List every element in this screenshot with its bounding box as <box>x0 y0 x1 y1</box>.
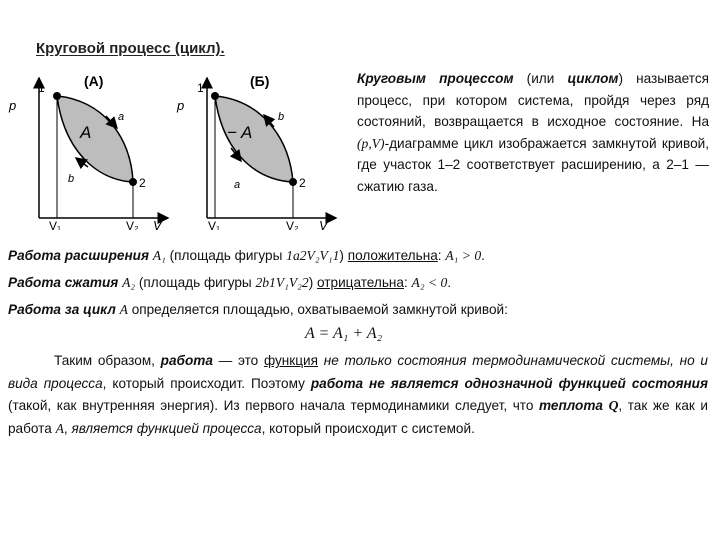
text: -диаграмме цикл изображается замкнутой кривой, где участок 1–2 соответствует расширению, а 2–1 — сжатию газа. <box>357 135 709 194</box>
emphasis: является функцией процесса <box>71 420 262 436</box>
text: , так же как и работа <box>8 398 709 436</box>
upper-curve-label: a <box>118 111 125 123</box>
area-label: − A <box>227 123 253 142</box>
sign-word: положительна <box>347 248 438 263</box>
point-1-label: 1 <box>197 81 204 95</box>
page-title: Круговой процесс (цикл). <box>36 40 225 57</box>
point-1 <box>53 92 61 100</box>
figure: 1a2V₂V₁1 <box>286 248 340 263</box>
symbol-a: A <box>55 420 64 436</box>
cycle-work-line <box>8 302 708 318</box>
diagram-tag: (Б) <box>250 73 270 89</box>
text: ) называется процесс, при котором система, пройдя через ряд состояний, возвращается в исходное состояние. На <box>357 71 710 129</box>
p-label: p <box>9 98 17 113</box>
term-circular-process: Круговым процессом <box>357 71 514 86</box>
text: , который происходит с системой. <box>261 420 475 436</box>
point-2 <box>129 178 137 186</box>
upper-curve-label: b <box>278 111 285 123</box>
conclusion-paragraph <box>8 350 708 440</box>
lower-curve-label: b <box>68 173 75 185</box>
lower-curve-label: a <box>234 179 241 191</box>
key-statement: работа не является однозначной функцией состояния <box>310 375 708 391</box>
figure: 2b1V₁V₂2 <box>255 275 309 290</box>
text: (такой, как внутренняя энергия). Из первого начала термодинамики следует, что <box>8 398 539 414</box>
symbol: A <box>119 302 128 317</box>
text: ) <box>339 248 348 263</box>
text: ) <box>308 275 318 290</box>
text: : <box>403 275 408 290</box>
pv-diagram-a <box>6 70 176 230</box>
expansion-work-line <box>8 248 708 264</box>
point-2-label: 2 <box>299 176 306 190</box>
term-heat: теплота <box>538 398 603 414</box>
text: , который происходит. Поэтому <box>102 375 311 391</box>
text: : <box>437 248 442 263</box>
point-2-label: 2 <box>139 176 146 190</box>
v1-label: V₁ <box>49 219 62 230</box>
text: Таким образом, <box>54 353 161 368</box>
compression-work-line <box>8 275 708 291</box>
term-work: работа <box>160 353 213 368</box>
cycle-area <box>57 96 133 182</box>
relation: A₁ > 0 <box>445 248 482 263</box>
label: Работа расширения <box>8 248 149 263</box>
area-label: A <box>80 123 92 142</box>
text: (или <box>513 71 568 86</box>
text: (площадь фигуры <box>165 248 287 263</box>
label: Работа сжатия <box>8 275 119 290</box>
text: , <box>63 420 72 436</box>
point-2 <box>289 178 297 186</box>
term-function: функция <box>263 353 318 368</box>
label: Работа за цикл <box>8 302 116 317</box>
v2-label: V₂ <box>126 219 139 230</box>
cycle-definition <box>357 68 709 197</box>
v-label: V <box>153 218 162 230</box>
v2-label: V₂ <box>286 219 299 230</box>
emphasis: не только состояния термодинамической системы, но и вида процесса <box>8 353 708 391</box>
point-1-label: 1 <box>38 81 45 95</box>
symbol-q: Q <box>608 398 619 414</box>
pv-diagram-b <box>174 70 344 230</box>
pv-notation: (p,V) <box>357 135 385 151</box>
text: . <box>447 275 452 290</box>
point-1 <box>211 92 219 100</box>
relation: A₂ < 0 <box>411 275 448 290</box>
symbol: A₁ <box>152 248 166 263</box>
term-cycle: циклом <box>567 71 619 86</box>
v1-label: V₁ <box>208 219 221 230</box>
cycle-work-formula: A = A₁ + A₂ <box>305 325 383 342</box>
symbol: A₂ <box>122 275 136 290</box>
text: (площадь фигуры <box>135 275 256 290</box>
text: . <box>481 248 485 263</box>
text: — это <box>212 353 264 368</box>
sign-word: отрицательна <box>317 275 404 290</box>
p-label: p <box>177 98 185 113</box>
v-label: V <box>319 218 328 230</box>
text: определяется площадью, охватываемой замкнутой кривой: <box>127 302 508 317</box>
diagram-tag: (А) <box>84 73 104 89</box>
